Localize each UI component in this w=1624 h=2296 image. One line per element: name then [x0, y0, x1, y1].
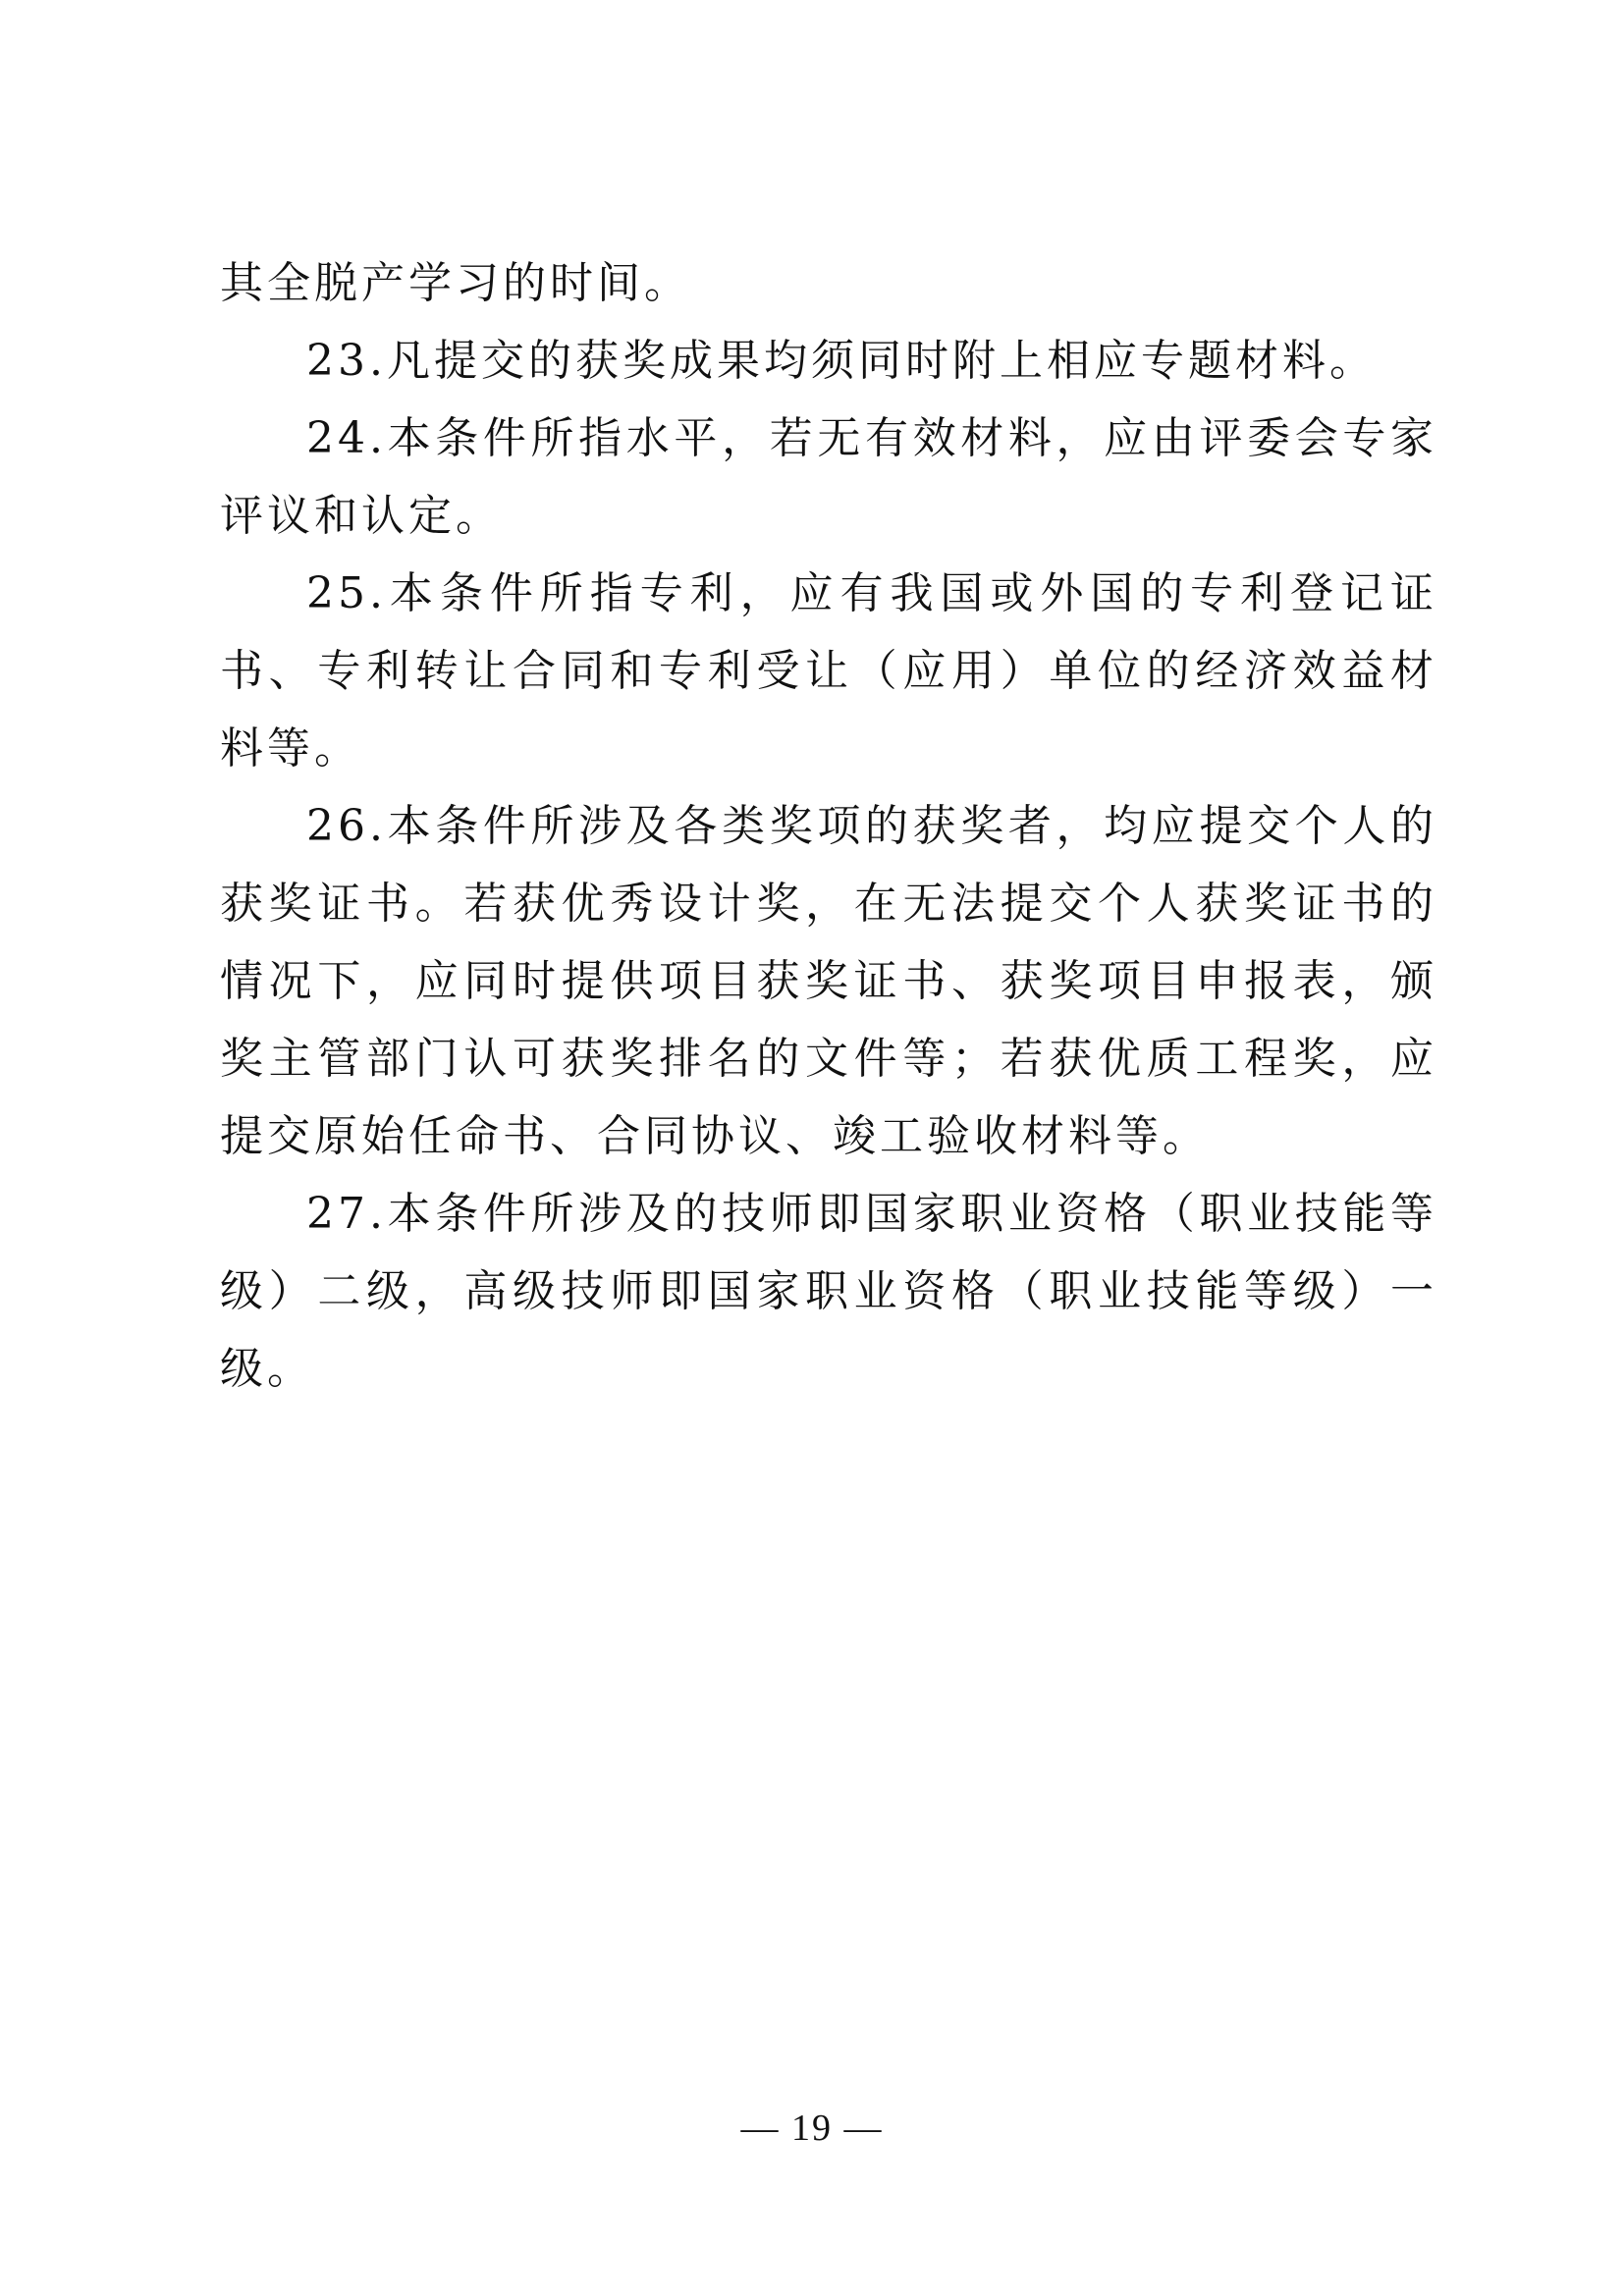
paragraph-item-23: 23.凡提交的获奖成果均须同时附上相应专题材料。 [306, 336, 1377, 386]
paragraph-item-25: 25.本条件所指专利，应有我国或外国的专利登记证书、专利转让合同和专利受让（应用）单位的经济效益材料等。 [220, 568, 1437, 774]
paragraph-continuation: 其全脱产学习的时间。 [220, 258, 691, 308]
paragraph-item-26: 26.本条件所涉及各类奖项的获奖者，均应提交个人的获奖证书。若获优秀设计奖，在无法提交个人获奖证书的情况下，应同时提供项目获奖证书、获奖项目申报表，颁奖主管部门认可获奖排名的文件等；若获优质工程奖，应提交原始任命书、合同协议、竣工验收材料等。 [220, 801, 1437, 1161]
document-body [220, 244, 1437, 1408]
paragraph-item-27: 27.本条件所涉及的技师即国家职业资格（职业技能等级）二级，高级技师即国家职业资格（职业技能等级）一级。 [220, 1189, 1437, 1394]
page-number: — 19 — [740, 2108, 884, 2149]
paragraph-item-24: 24.本条件所指水平，若无有效材料，应由评委会专家评议和认定。 [220, 413, 1437, 541]
